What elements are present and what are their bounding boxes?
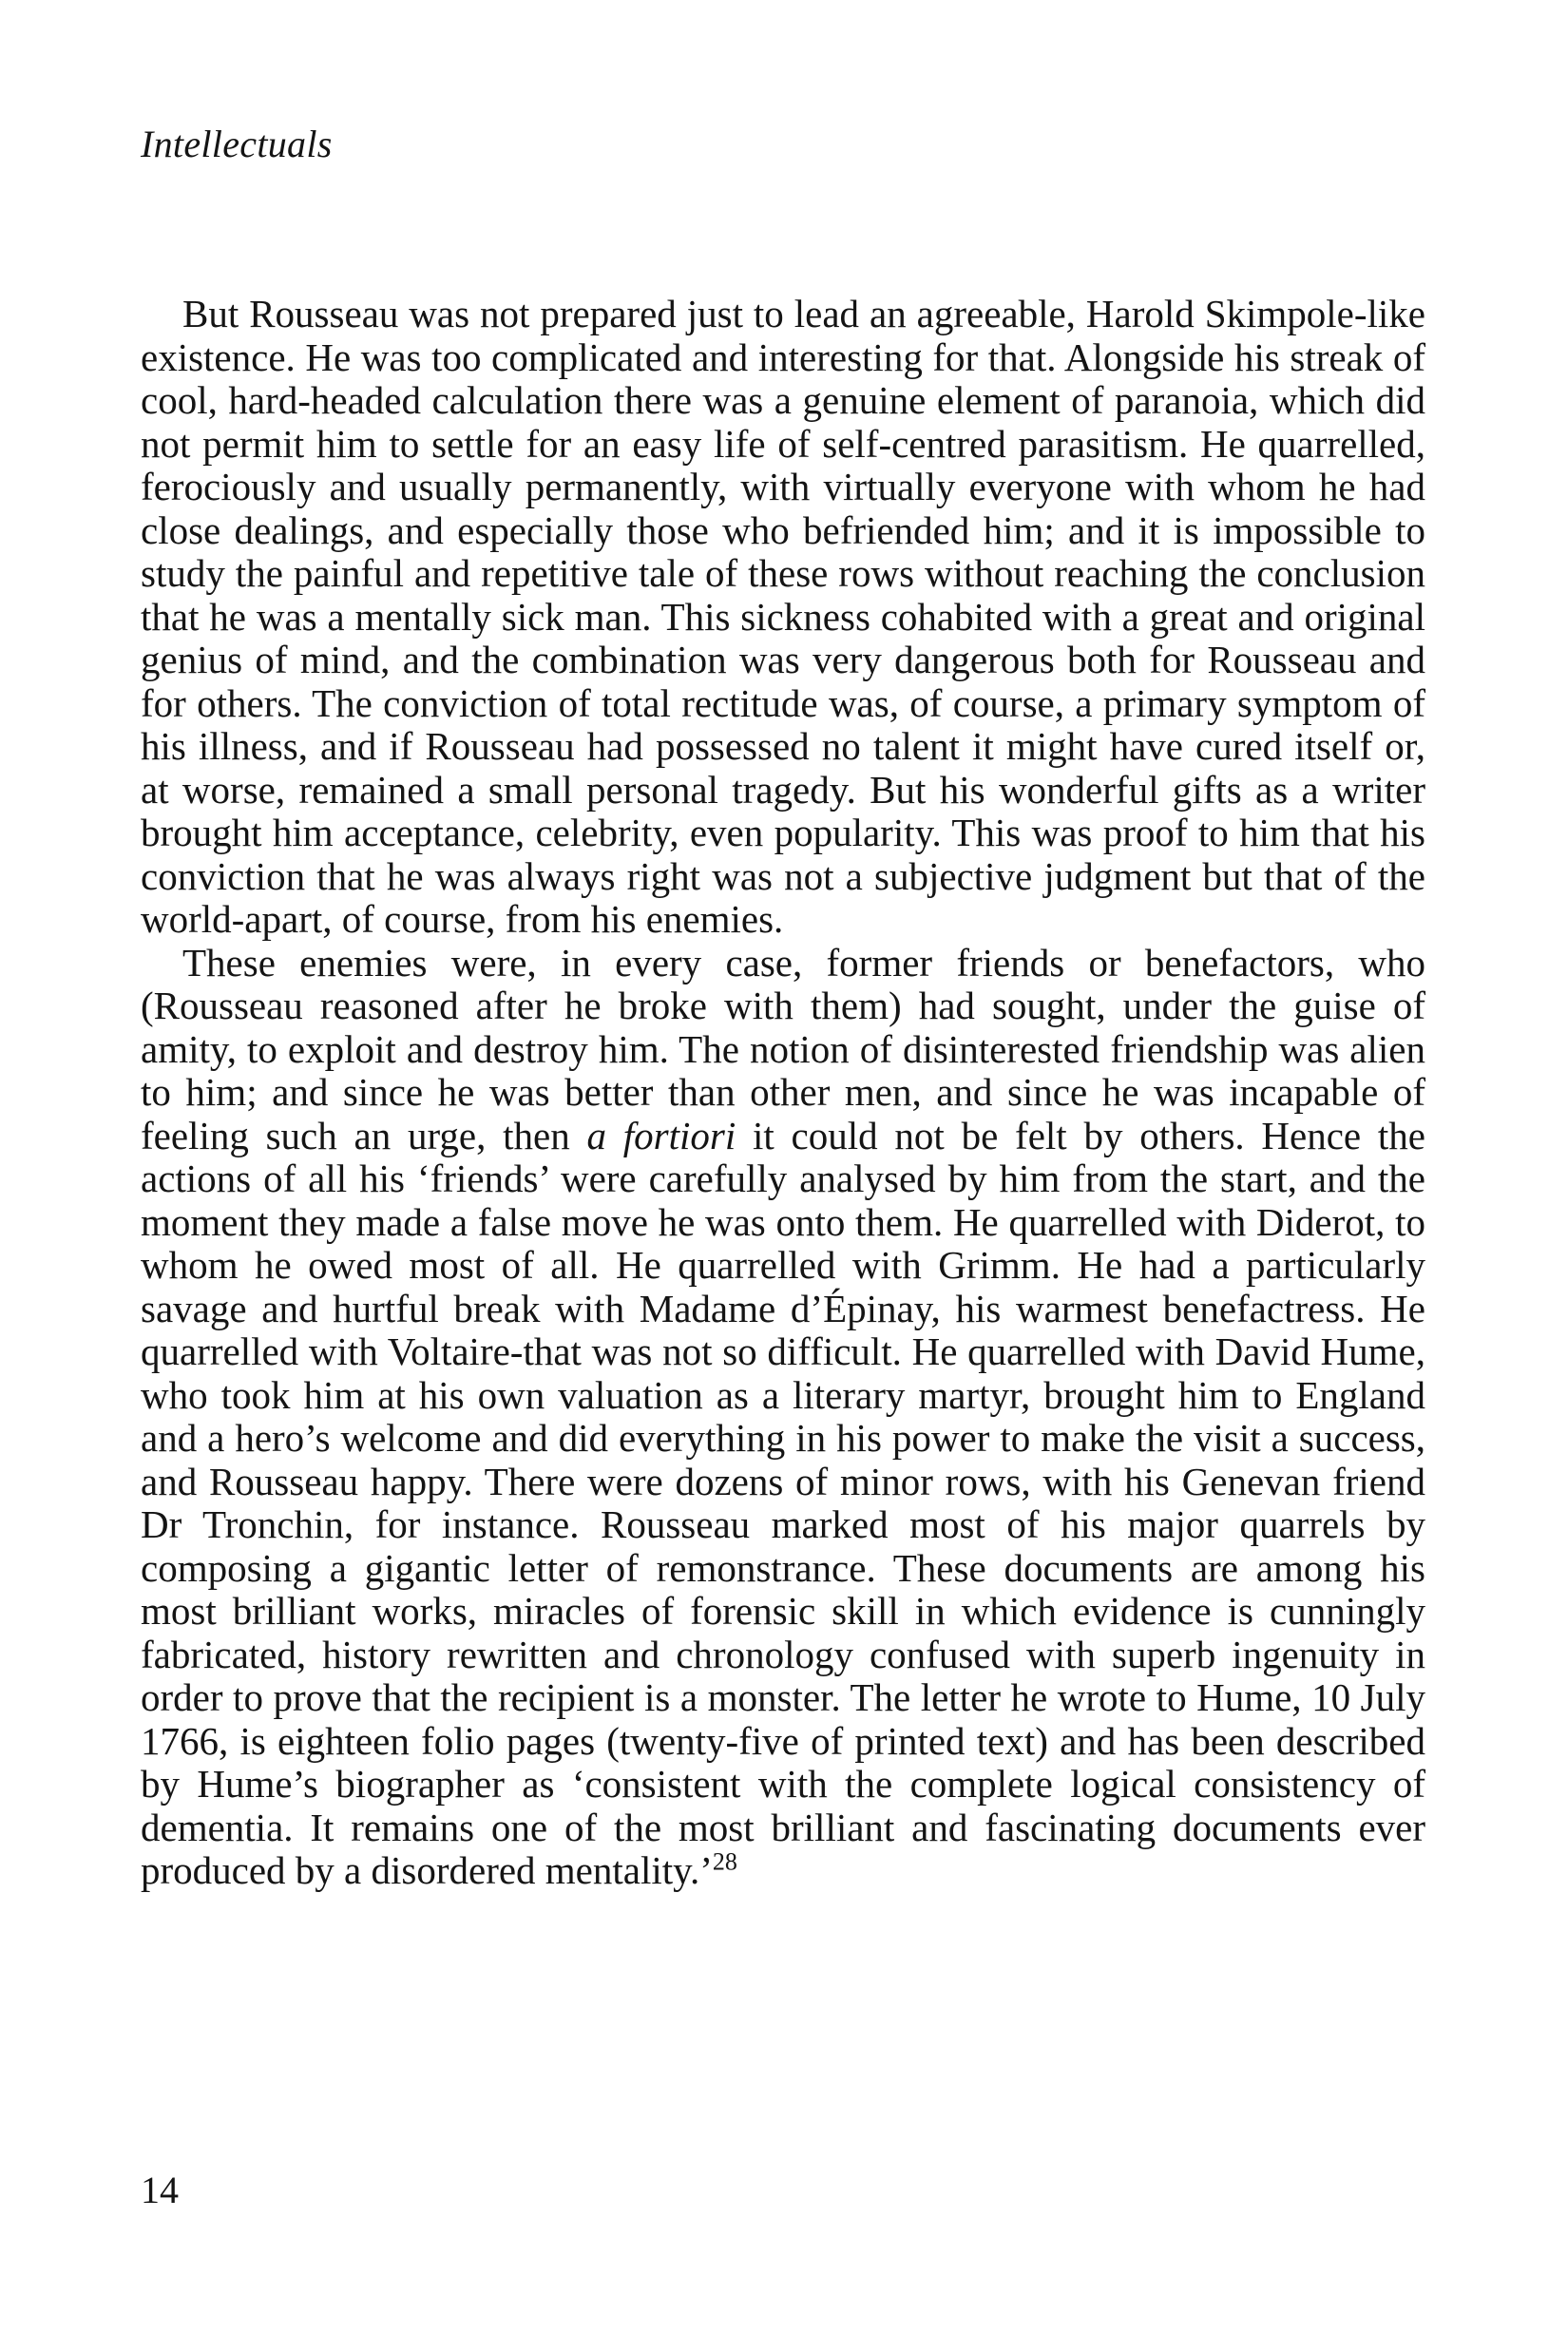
paragraph-2-italic-phrase: a fortiori [586,1113,736,1157]
paragraph-1: But Rousseau was not prepared just to lead an agreeable, Harold Skimpole-like existence. He was too complicated and interesting for that. Alongside his streak of cool, hard-headed calculation there was a genuine element of paranoia, which did not permit him to settle for an easy life of self-centred parasitism. He quarrelled, ferociously and usually permanently, with virtually everyone with whom he had close dealings, and especially those who befriended him; and it is impossible to study the painful and repetitive tale of these rows without reaching the conclusion that he was a mentally sick man. This sickness cohabited with a great and original genius of mind, and the combination was very dangerous both for Rousseau and for others. The conviction of total rectitude was, of course, a primary symptom of his illness, and if Rousseau had possessed no talent it might have cured itself or, at worse, remained a small personal tragedy. But his wonderful gifts as a writer brought him acceptance, celebrity, even popularity. This was proof to him that his conviction that he was always right was not a subjective judgment but that of the world-apart, of course, from his enemies. [141,292,1425,941]
paragraph-2 [141,942,1425,1893]
paragraph-2-text-a: These enemies were, in every case, former friends or benefactors, who (Rousseau reasoned after he broke with them) had sought, under the guise of amity, to exploit and destroy him. The notion of disinterested friendship was alien to him; and since he was better than other men, and since he was incapable of feeling such an urge, then [141,940,1425,1157]
page-number: 14 [141,2169,179,2211]
footnote-reference: 28 [712,1847,737,1876]
body-text [141,293,1425,1893]
paragraph-2-text-b: it could not be felt by others. Hence the actions of all his ‘friends’ were carefully analysed by him from the start, and the moment they made a false move he was onto them. He quarrelled with Diderot, to whom he owed most of all. He quarrelled with Grimm. He had a particularly savage and hurtful break with Madame d’Épinay, his warmest benefactress. He quarrelled with Voltaire-that was not so difficult. He quarrelled with David Hume, who took him at his own valuation as a literary martyr, brought him to England and a hero’s welcome and did everything in his power to make the visit a success, and Rousseau happy. There were dozens of minor rows, with his Genevan friend Dr Tronchin, for instance. Rousseau marked most of his major quarrels by composing a gigantic letter of remonstrance. These documents are among his most brilliant works, miracles of forensic skill in which evidence is cunningly fabricated, history rewritten and chronology confused with superb ingenuity in order to prove that the recipient is a monster. The letter he wrote to Hume, 10 July 1766, is eighteen folio pages (twenty-five of printed text) and has been described by Hume’s biographer as ‘consistent with the complete logical consistency of dementia. It remains one of the most brilliant and fascinating documents ever produced by a disordered mentality.’ [141,1113,1425,1892]
running-head-title: Intellectuals [141,123,333,165]
